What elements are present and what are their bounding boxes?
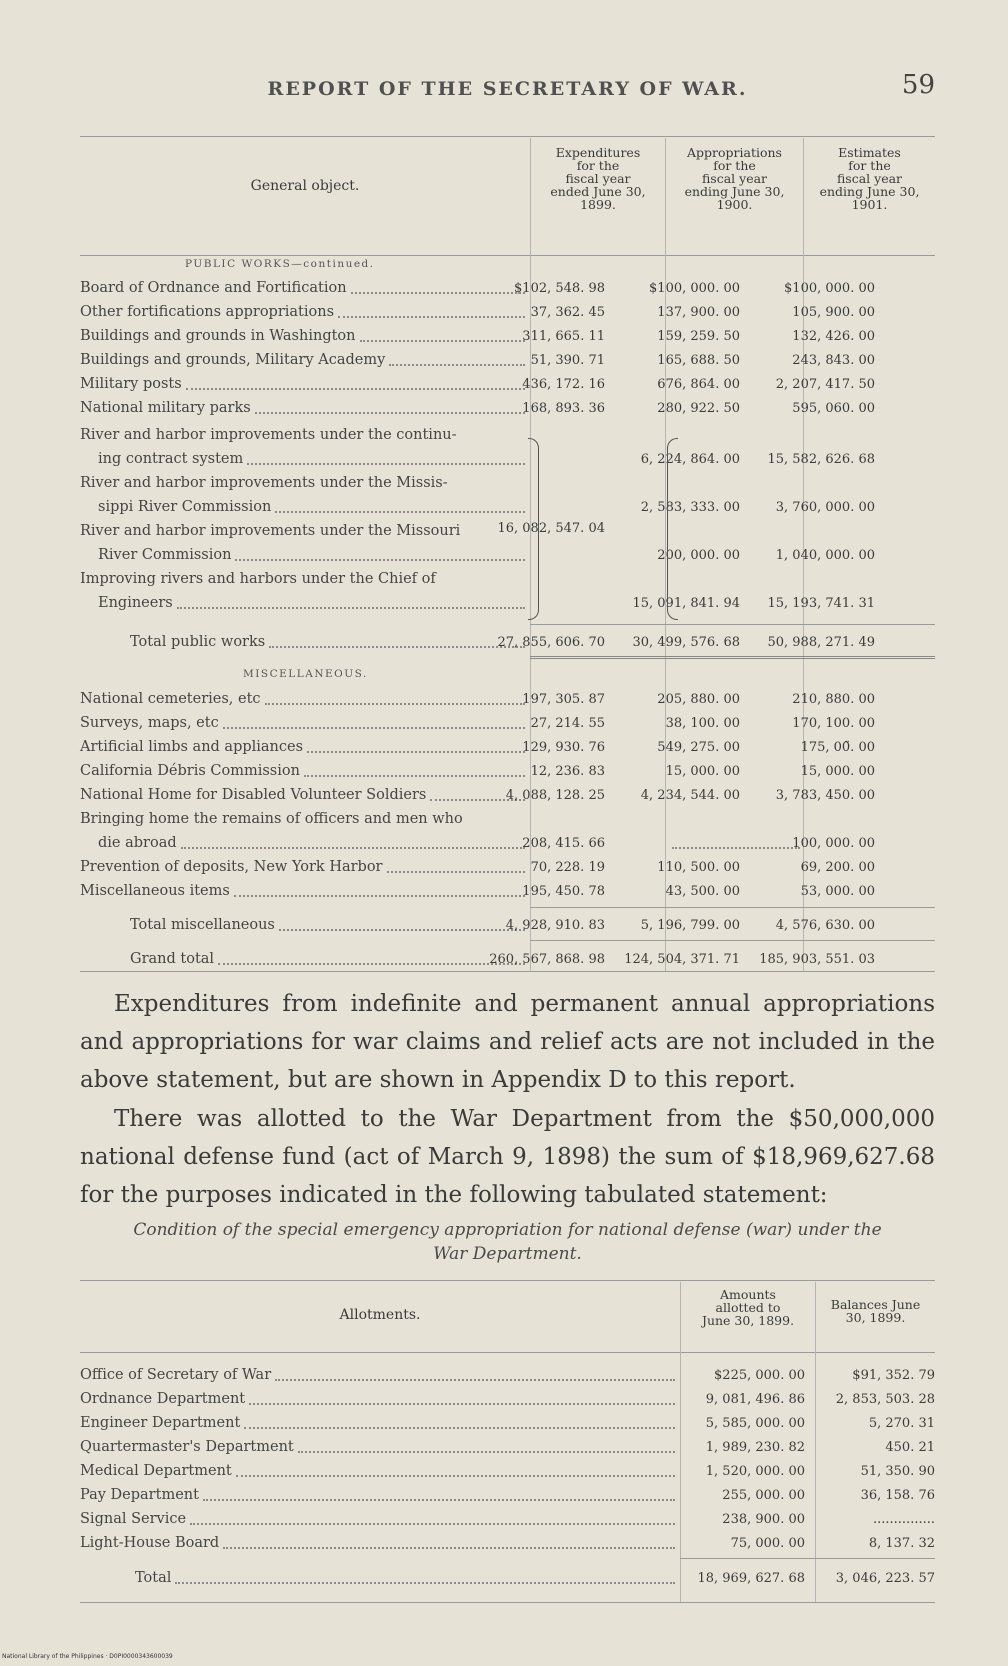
estimate-value: 210, 880. 00 xyxy=(792,692,875,707)
table2-caption xyxy=(80,1218,935,1266)
row-label: Other fortifications appropriations xyxy=(80,304,335,320)
table-row xyxy=(80,1434,935,1458)
table-row xyxy=(80,830,935,854)
leader-dots xyxy=(307,751,525,753)
row-label: sippi River Commission xyxy=(98,499,272,515)
expenditure-value: 4, 928, 910. 83 xyxy=(505,918,605,933)
estimate-value: 185, 903, 551. 03 xyxy=(759,952,875,967)
leader-dots xyxy=(223,727,525,729)
appropriation-value: 110, 500. 00 xyxy=(657,860,740,875)
leader-dots xyxy=(279,929,525,931)
leader-dots xyxy=(269,646,525,648)
table-row xyxy=(80,758,935,782)
table-row xyxy=(80,395,935,419)
expenditure-value: 70, 228. 19 xyxy=(530,860,605,875)
appropriation-value: 200, 000. 00 xyxy=(657,548,740,563)
table-row xyxy=(80,347,935,371)
row-label: Board of Ordnance and Fortification xyxy=(80,280,347,296)
balance-value: 2, 853, 503. 28 xyxy=(835,1392,935,1407)
table2-header xyxy=(80,1282,935,1352)
balance-value: 8, 137. 32 xyxy=(868,1536,935,1551)
leader-dots xyxy=(218,963,525,965)
table-row-line xyxy=(80,422,935,446)
row-label: Total miscellaneous xyxy=(130,917,275,933)
appropriation-value: 137, 900. 00 xyxy=(657,305,740,320)
brace-left xyxy=(667,438,678,620)
row-label: Medical Department xyxy=(80,1463,232,1479)
row-label: Signal Service xyxy=(80,1511,187,1527)
table1-top-rule xyxy=(80,136,935,137)
table2-col-allotments: Allotments. xyxy=(339,1307,421,1323)
expenditure-value: 260, 567, 868. 98 xyxy=(489,952,605,967)
table2-bottom-rule xyxy=(80,1602,935,1603)
table1-col-expenditures: Expenditures for the fiscal year ended June 30, 1899. xyxy=(530,138,665,255)
allotted-amount: 255, 000. 00 xyxy=(722,1488,805,1503)
table-row xyxy=(80,854,935,878)
expenditure-value: 311, 665. 11 xyxy=(522,329,605,344)
table-row xyxy=(80,1458,935,1482)
estimate-value: 15, 193, 741. 31 xyxy=(767,596,875,611)
table-row-line xyxy=(80,806,935,830)
appropriation-value: 4, 234, 544. 00 xyxy=(640,788,740,803)
leader-dots xyxy=(265,703,525,705)
row-label: Prevention of deposits, New York Harbor xyxy=(80,859,383,875)
expenditure-value: 12, 236. 83 xyxy=(530,764,605,779)
allotted-amount: 1, 520, 000. 00 xyxy=(705,1464,805,1479)
leader-dots xyxy=(304,775,525,777)
estimate-value: 132, 426. 00 xyxy=(792,329,875,344)
leader-dots xyxy=(360,340,525,342)
estimate-value: 2, 207, 417. 50 xyxy=(775,377,875,392)
table1-bottom-rule xyxy=(80,971,935,972)
row-label: ing contract system xyxy=(98,451,244,467)
estimate-value: 3, 783, 450. 00 xyxy=(775,788,875,803)
table2-top-rule xyxy=(80,1280,935,1281)
leader-dots xyxy=(244,1427,675,1429)
estimate-value: 15, 000. 00 xyxy=(800,764,875,779)
row-label: River and harbor improvements under the continu- xyxy=(80,427,457,443)
estimate-value: 1, 040, 000. 00 xyxy=(775,548,875,563)
leader-dots xyxy=(175,1582,675,1584)
appropriation-value: 159, 259. 50 xyxy=(657,329,740,344)
table-row xyxy=(80,1410,935,1434)
table-row xyxy=(80,1506,935,1530)
allotted-amount: 75, 000. 00 xyxy=(730,1536,805,1551)
table-row-line xyxy=(80,470,935,494)
table-row xyxy=(80,782,935,806)
appropriation-value: 6, 224, 864. 00 xyxy=(640,452,740,467)
row-label: Pay Department xyxy=(80,1487,199,1503)
table2-col-balances: Balances June 30, 1899. xyxy=(815,1282,935,1352)
page-header xyxy=(80,70,935,110)
appropriation-value: 15, 000. 00 xyxy=(665,764,740,779)
total-row xyxy=(80,629,935,653)
table2-col-amounts: Amounts allotted to June 30, 1899. xyxy=(680,1282,815,1352)
table-row xyxy=(80,686,935,710)
allotted-amount: 5, 585, 000. 00 xyxy=(705,1416,805,1431)
row-label: Bringing home the remains of officers and men who xyxy=(80,811,463,827)
estimate-value: 3, 760, 000. 00 xyxy=(775,500,875,515)
table-row xyxy=(80,1530,935,1554)
leader-dots xyxy=(181,847,525,849)
table-row xyxy=(80,734,935,758)
expenditure-value: 168, 893. 36 xyxy=(522,401,605,416)
empty-value-dots xyxy=(672,847,800,849)
appropriation-value: 38, 100. 00 xyxy=(665,716,740,731)
estimate-value: 15, 582, 626. 68 xyxy=(767,452,875,467)
leader-dots xyxy=(338,316,525,318)
table-row xyxy=(80,710,935,734)
balance-value: 5, 270. 31 xyxy=(868,1416,935,1431)
table2-header-rule xyxy=(80,1352,935,1353)
table-row xyxy=(80,542,935,566)
balance-value: $91, 352. 79 xyxy=(852,1368,935,1383)
estimate-value: 175, 00̃. 00 xyxy=(800,740,875,755)
row-label: Office of Secretary of War xyxy=(80,1367,272,1383)
row-label: National cemeteries, etc xyxy=(80,691,261,707)
leader-dots xyxy=(275,1379,675,1381)
row-label: Quartermaster's Department xyxy=(80,1439,294,1455)
table1-col-general-object: General object. xyxy=(250,178,360,194)
table-row xyxy=(80,371,935,395)
brace-right xyxy=(528,438,539,620)
total-rule xyxy=(680,1558,935,1559)
appropriation-value: 676, 864. 00 xyxy=(657,377,740,392)
leader-dots xyxy=(177,607,525,609)
expenditure-value: $102, 548. 98 xyxy=(514,281,605,296)
table-row xyxy=(80,1482,935,1506)
estimate-value: $100, 000. 00 xyxy=(784,281,875,296)
row-label: Total xyxy=(135,1570,172,1586)
appropriation-value: 549, 275. 00 xyxy=(657,740,740,755)
allotted-amount: 238, 900. 00 xyxy=(722,1512,805,1527)
estimate-value: 53, 000. 00 xyxy=(800,884,875,899)
row-label: Improving rivers and harbors under the Chief of xyxy=(80,571,436,587)
total-row xyxy=(80,1565,935,1589)
section-title-miscellaneous: MISCELLANEOUS. xyxy=(243,668,368,680)
table1-col-appropriations: Appropriations for the fiscal year ending June 30, 1900. xyxy=(665,138,803,255)
leader-dots xyxy=(235,559,525,561)
table-row xyxy=(80,590,935,614)
leader-dots xyxy=(255,412,525,414)
paragraph-2: There was allotted to the War Department from the $50,000,000 national defense fund (act of March 9, 1898) the sum of $18,969,627.68 for the purposes indicated in the following tabulated statement: xyxy=(80,1106,935,1208)
estimate-value: 170, 100. 00 xyxy=(792,716,875,731)
row-label: Ordnance Department xyxy=(80,1391,246,1407)
balance-value: 51, 350. 90 xyxy=(860,1464,935,1479)
row-label: National Home for Disabled Volunteer Soldiers xyxy=(80,787,427,803)
table-row xyxy=(80,275,935,299)
expenditure-value: 197, 305. 87 xyxy=(522,692,605,707)
expenditure-value: 129, 930. 76 xyxy=(522,740,605,755)
estimate-value: 69, 200. 00 xyxy=(800,860,875,875)
leader-dots xyxy=(203,1499,675,1501)
expenditure-value: 27, 855, 606. 70 xyxy=(497,635,605,650)
caption-line-1: Condition of the special emergency appropriation for national defense (war) under the xyxy=(133,1220,882,1240)
leader-dots xyxy=(298,1451,675,1453)
row-label: River and harbor improvements under the Missis- xyxy=(80,475,448,491)
row-label: Artificial limbs and appliances xyxy=(80,739,304,755)
table1-header xyxy=(80,138,935,255)
balance-value: 3, 046, 223. 57 xyxy=(835,1571,935,1586)
table-row xyxy=(80,878,935,902)
expenditure-value: 37, 362. 45 xyxy=(530,305,605,320)
allotted-amount: $225, 000. 00 xyxy=(714,1368,805,1383)
section-title-public-works: PUBLIC WORKS—continued. xyxy=(185,258,375,270)
row-label: die abroad xyxy=(98,835,177,851)
total-rule xyxy=(530,624,935,625)
leader-dots xyxy=(389,364,525,366)
row-label: Grand total xyxy=(130,951,215,967)
scan-footer: National Library of the Philippines · D0PI0000343600039 xyxy=(2,1653,173,1660)
estimate-value: 243, 843. 00 xyxy=(792,353,875,368)
table-row xyxy=(80,446,935,470)
appropriation-value: 15, 091, 841. 94 xyxy=(632,596,740,611)
appropriation-value: $100, 000. 00 xyxy=(649,281,740,296)
page-number: 59 xyxy=(901,70,935,100)
table-row-line xyxy=(80,566,935,590)
expenditure-value: 16, 082, 547. 04 xyxy=(497,521,605,536)
estimate-value: 100, 000. 00 xyxy=(792,836,875,851)
total-row xyxy=(80,912,935,936)
expenditure-value: 195, 450. 78 xyxy=(522,884,605,899)
expenditure-value: 208, 415. 66 xyxy=(522,836,605,851)
row-label: Buildings and grounds, Military Academy xyxy=(80,352,386,368)
allotted-amount: 9, 081, 496. 86 xyxy=(705,1392,805,1407)
leader-dots xyxy=(186,388,525,390)
river-combined-expenditure xyxy=(80,515,935,539)
allotted-amount: 18, 969, 627. 68 xyxy=(697,1571,805,1586)
balance-value: ............... xyxy=(873,1512,935,1527)
table-row xyxy=(80,323,935,347)
balance-value: 450. 21 xyxy=(885,1440,935,1455)
leader-dots xyxy=(247,463,525,465)
row-label: National military parks xyxy=(80,400,251,416)
row-label: Surveys, maps, etc xyxy=(80,715,219,731)
grand-total-row xyxy=(80,946,935,970)
appropriation-value: 205, 880. 00 xyxy=(657,692,740,707)
expenditure-value: 51, 390. 71 xyxy=(530,353,605,368)
running-title: REPORT OF THE SECRETARY OF WAR. xyxy=(267,78,748,100)
row-label: Total public works xyxy=(130,634,266,650)
paragraph-1: Expenditures from indefinite and permanent annual appropriations and appropriations for war claims and relief acts are not included in the above statement, but are shown in Appendix D to this report. xyxy=(80,991,935,1093)
total-rule xyxy=(530,907,935,908)
row-label: Engineers xyxy=(98,595,173,611)
expenditure-value: 436, 172. 16 xyxy=(522,377,605,392)
row-label: Engineer Department xyxy=(80,1415,241,1431)
appropriation-value: 124, 504, 371. 71 xyxy=(624,952,740,967)
table1-header-rule xyxy=(80,255,935,256)
caption-line-2: War Department. xyxy=(433,1244,582,1264)
appropriation-value: 165, 688. 50 xyxy=(657,353,740,368)
row-label: River Commission xyxy=(98,547,232,563)
row-label: River and harbor improvements under the Missouri xyxy=(80,523,461,539)
estimate-value: 595, 060. 00 xyxy=(792,401,875,416)
appropriation-value: 2, 583, 333. 00 xyxy=(640,500,740,515)
total-rule xyxy=(530,940,935,941)
row-label: Buildings and grounds in Washington xyxy=(80,328,356,344)
expenditure-value: 4, 088, 128. 25 xyxy=(505,788,605,803)
table-row xyxy=(80,1386,935,1410)
appropriation-value: 43, 500. 00 xyxy=(665,884,740,899)
estimate-value: 105, 900. 00 xyxy=(792,305,875,320)
leader-dots xyxy=(223,1547,675,1549)
balance-value: 36, 158. 76 xyxy=(860,1488,935,1503)
total-double-rule xyxy=(530,656,935,659)
leader-dots xyxy=(236,1475,675,1477)
expenditure-value: 27, 214. 55 xyxy=(530,716,605,731)
estimate-value: 50, 988, 271. 49 xyxy=(767,635,875,650)
appropriation-value: 5, 196, 799. 00 xyxy=(640,918,740,933)
row-label: Light-House Board xyxy=(80,1535,220,1551)
leader-dots xyxy=(275,511,525,513)
table1-col-estimates: Estimates for the fiscal year ending June 30, 1901. xyxy=(803,138,935,255)
leader-dots xyxy=(234,895,525,897)
table-row xyxy=(80,299,935,323)
row-label: Miscellaneous items xyxy=(80,883,230,899)
row-label: Military posts xyxy=(80,376,182,392)
leader-dots xyxy=(387,871,525,873)
leader-dots xyxy=(249,1403,675,1405)
leader-dots xyxy=(351,292,525,294)
estimate-value: 4, 576, 630. 00 xyxy=(775,918,875,933)
leader-dots xyxy=(190,1523,675,1525)
table-row xyxy=(80,1362,935,1386)
appropriation-value: 30, 499, 576. 68 xyxy=(632,635,740,650)
row-label: California Débris Commission xyxy=(80,763,300,779)
allotted-amount: 1, 989, 230. 82 xyxy=(705,1440,805,1455)
appropriation-value: 280, 922. 50 xyxy=(657,401,740,416)
